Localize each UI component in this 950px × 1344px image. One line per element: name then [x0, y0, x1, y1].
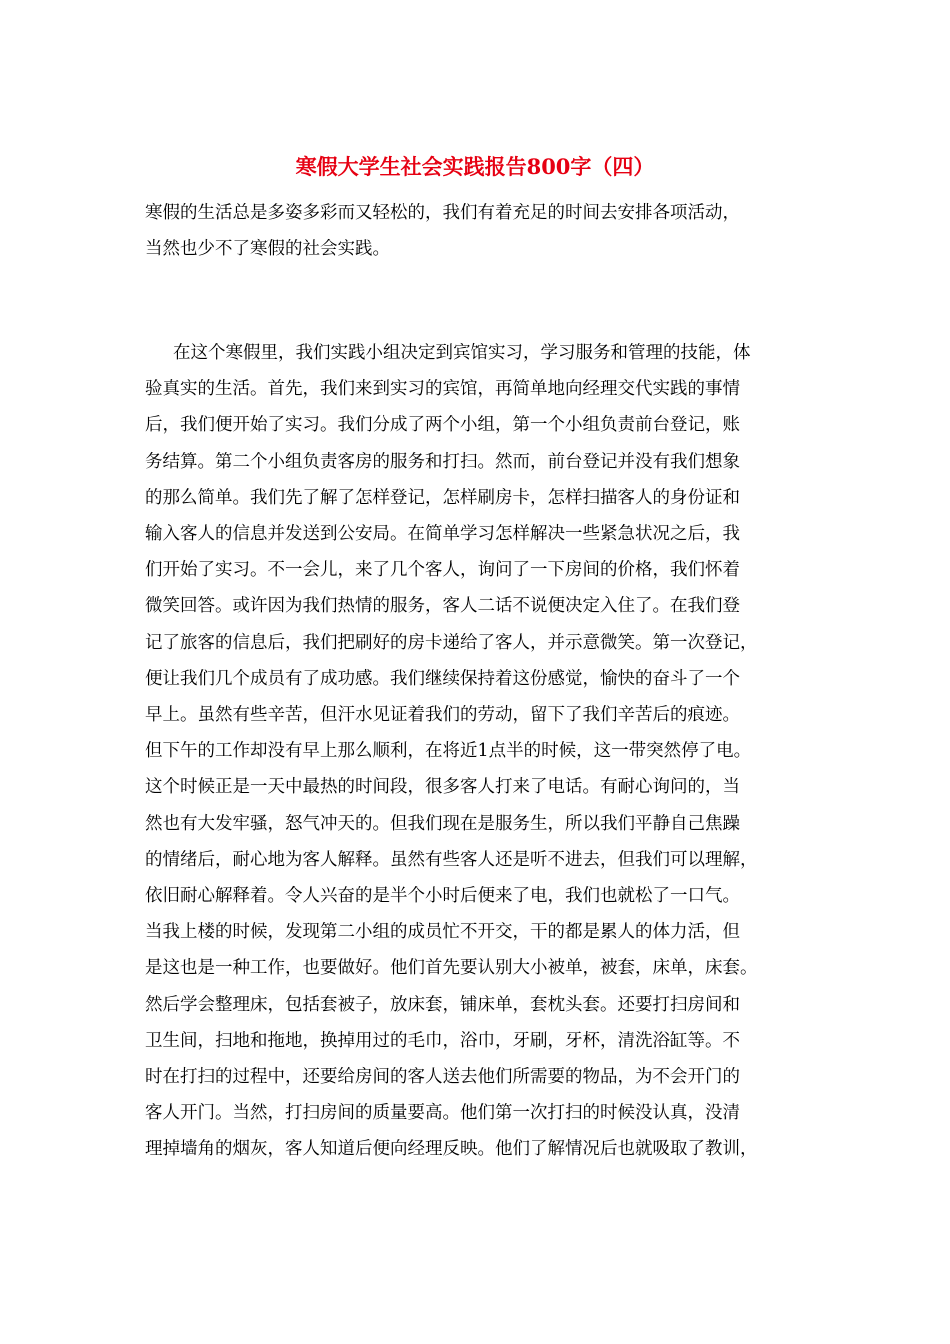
body-line: 记了旅客的信息后，我们把刷好的房卡递给了客人，并示意微笑。第一次登记，	[145, 632, 758, 653]
body-line: 然也有大发牢骚，怒气冲天的。但我们现在是服务生，所以我们平静自己焦躁	[145, 813, 740, 834]
body-line: 们开始了实习。不一会儿，来了几个客人，询问了一下房间的价格，我们怀着	[145, 560, 740, 581]
body-line: 微笑回答。或许因为我们热情的服务，客人二话不说便决定入住了。在我们登	[145, 596, 740, 617]
intro-line: 寒假的生活总是多姿多彩而又轻松的，我们有着充足的时间去安排各项活动，	[145, 203, 740, 223]
intro-paragraph	[145, 195, 810, 267]
body-line: 的那么简单。我们先了解了怎样登记，怎样刷房卡，怎样扫描客人的身份证和	[145, 487, 740, 508]
body-line: 的情绪后，耐心地为客人解释。虽然有些客人还是听不进去，但我们可以理解，	[145, 849, 758, 870]
body-line: 务结算。第二个小组负责客房的服务和打扫。然而，前台登记并没有我们想象	[145, 451, 740, 472]
body-line: 但下午的工作却没有早上那么顺利，在将近1点半的时候，这一带突然停了电。	[145, 741, 752, 762]
body-line: 输入客人的信息并发送到公安局。在简单学习怎样解决一些紧急状况之后，我	[145, 524, 740, 545]
body-line: 这个时候正是一天中最热的时间段，很多客人打来了电话。有耐心询问的，当	[145, 777, 740, 798]
document-title: 寒假大学生社会实践报告800字（四）	[295, 154, 655, 179]
body-paragraph	[145, 335, 810, 1168]
body-line: 早上。虽然有些辛苦，但汗水见证着我们的劳动，留下了我们辛苦后的痕迹。	[145, 705, 740, 726]
body-line: 时在打扫的过程中，还要给房间的客人送去他们所需要的物品，为不会开门的	[145, 1067, 740, 1088]
body-line: 客人开门。当然，打扫房间的质量要高。他们第一次打扫的时候没认真，没清	[145, 1103, 740, 1124]
body-line: 是这也是一种工作，也要做好。他们首先要认别大小被单，被套，床单，床套。	[145, 958, 758, 979]
body-line: 依旧耐心解释着。令人兴奋的是半个小时后便来了电，我们也就松了一口气。	[145, 886, 740, 907]
body-line: 当我上楼的时候，发现第二小组的成员忙不开交，干的都是累人的体力活，但	[145, 922, 740, 943]
intro-line: 当然也少不了寒假的社会实践。	[145, 239, 390, 259]
body-line: 然后学会整理床，包括套被子，放床套，铺床单，套枕头套。还要打扫房间和	[145, 994, 740, 1015]
body-line: 在这个寒假里，我们实践小组决定到宾馆实习，学习服务和管理的技能，体	[173, 343, 751, 363]
body-line: 便让我们几个成员有了成功感。我们继续保持着这份感觉，愉快的奋斗了一个	[145, 668, 740, 689]
body-line: 理掉墙角的烟灰，客人知道后便向经理反映。他们了解情况后也就吸取了教训，	[145, 1139, 758, 1160]
body-line: 验真实的生活。首先，我们来到实习的宾馆，再简单地向经理交代实践的事情	[145, 379, 740, 400]
body-line: 卫生间，扫地和拖地，换掉用过的毛巾，浴巾，牙刷，牙杯，清洗浴缸等。不	[145, 1030, 740, 1051]
body-line: 后，我们便开始了实习。我们分成了两个小组，第一个小组负责前台登记，账	[145, 415, 740, 436]
